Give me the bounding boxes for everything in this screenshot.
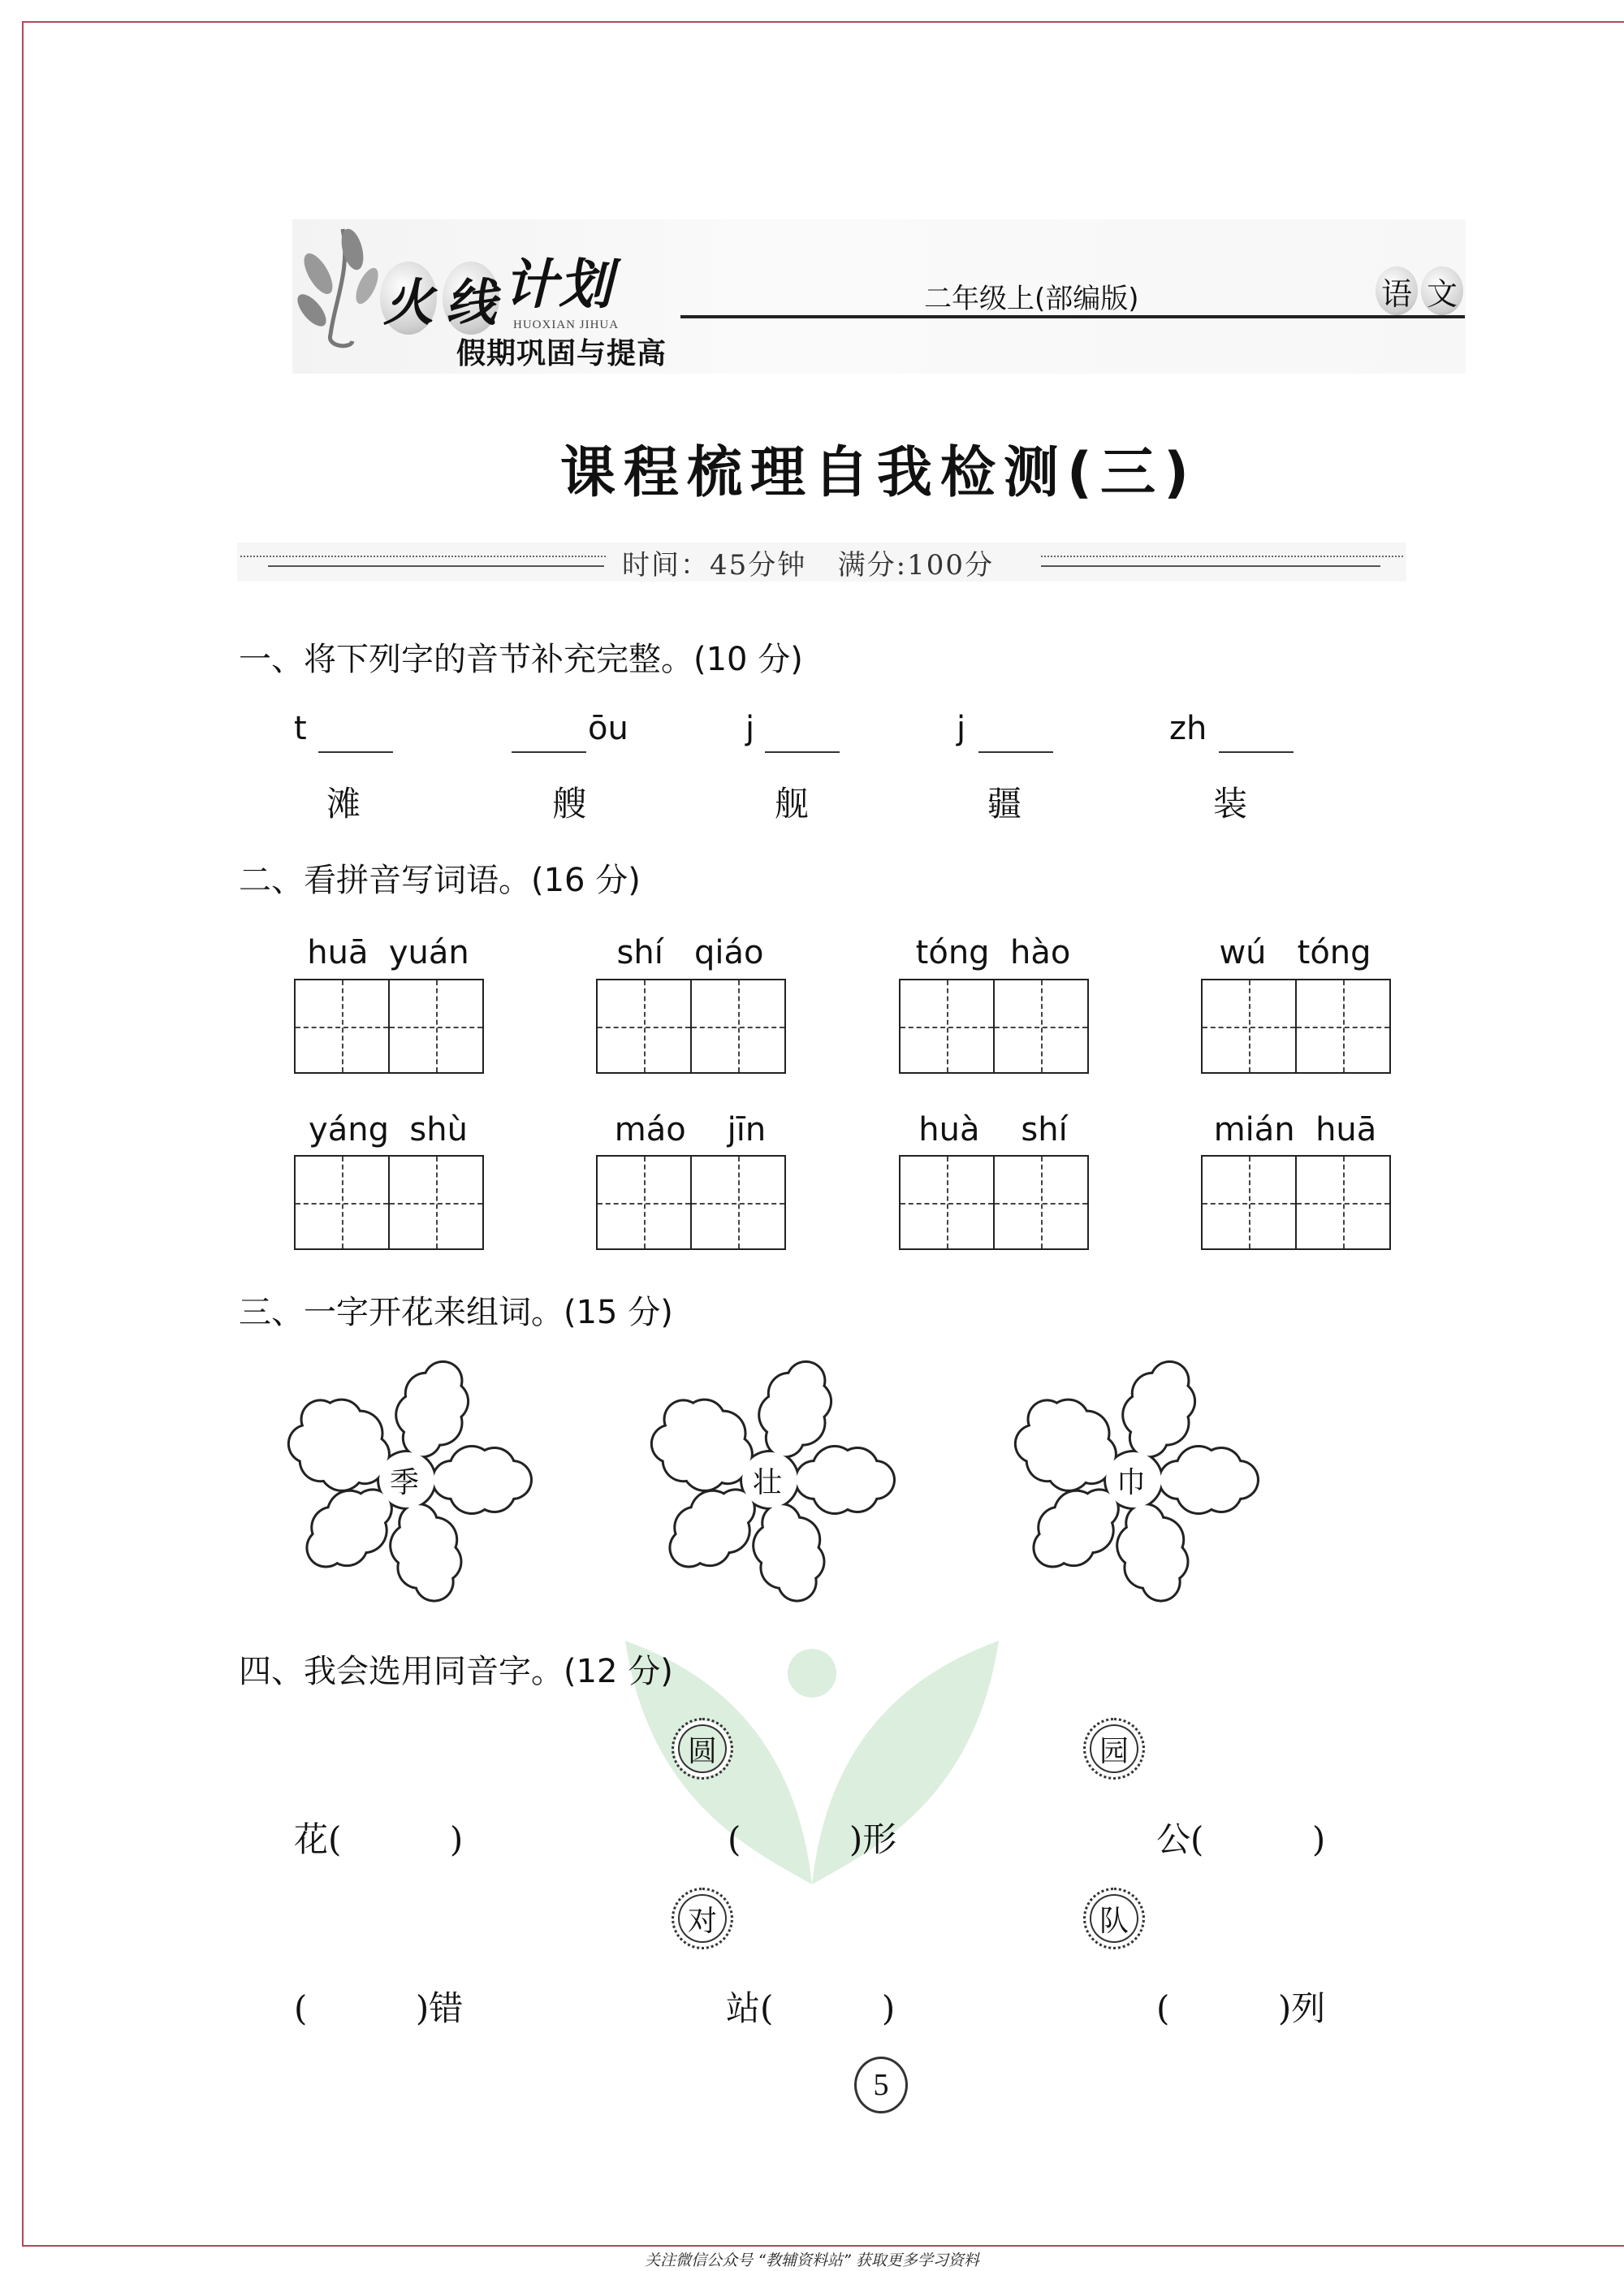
flower-petal (780, 1564, 815, 1600)
word-pinyin: máo jīn (614, 1111, 767, 1148)
word-pinyin: shí qiáo (616, 934, 764, 971)
answer-blank[interactable] (512, 751, 586, 753)
fill-blank[interactable]: 站( ) (726, 1988, 896, 2028)
flower-petal (1143, 1564, 1179, 1600)
divider (1041, 565, 1380, 567)
option-char: 队 (1083, 1888, 1145, 1949)
answer-blank[interactable] (978, 751, 1053, 753)
word-pinyin: tóng hào (915, 934, 1071, 971)
flower-petal (417, 1564, 452, 1600)
fill-blank[interactable]: ( )形 (728, 1819, 897, 1859)
option-char: 园 (1083, 1718, 1145, 1780)
pinyin-prefix: j (957, 710, 966, 747)
flower-petal (308, 1530, 343, 1566)
page-border-left (22, 21, 24, 2247)
logo-char: 火 (380, 262, 437, 335)
answer-blank[interactable] (318, 751, 393, 753)
page-number: 5 (854, 2057, 908, 2113)
option-char: 对 (672, 1888, 733, 1949)
flower-petal (290, 1426, 326, 1462)
flower-petal (653, 1426, 689, 1462)
section3-heading: 三、一字开花来组词。(15 分) (239, 1294, 673, 1331)
pinyin-prefix: zh (1169, 710, 1207, 747)
flower-petal (671, 1530, 706, 1566)
answer-blank[interactable] (1219, 751, 1294, 753)
pinyin-prefix: t (294, 710, 307, 747)
fill-blank[interactable]: 公( ) (1156, 1819, 1326, 1859)
flower-petal (1034, 1530, 1070, 1566)
word-pinyin: huā yuán (307, 934, 469, 971)
answer-blank[interactable] (765, 751, 840, 753)
word-pinyin: mián huā (1213, 1111, 1377, 1148)
writing-grid[interactable] (899, 979, 1089, 1074)
word-pinyin: wú tóng (1219, 934, 1371, 971)
writing-grid[interactable] (899, 1155, 1089, 1250)
divider (268, 565, 604, 567)
logo-subtitle: 假期巩固与提高 (456, 337, 667, 370)
footer-note: 关注微信公众号 “教辅资料站” 获取更多学习资料 (645, 2252, 979, 2269)
subject-badge: 语 (1376, 266, 1418, 315)
grade-label: 二年级上(部编版) (924, 283, 1139, 315)
word-pinyin: huà shí (918, 1111, 1068, 1148)
writing-grid[interactable] (596, 1155, 786, 1250)
option-char: 圆 (672, 1718, 733, 1780)
watermark-logo-icon (617, 1641, 1007, 2128)
fill-blank[interactable]: 花( ) (294, 1819, 464, 1859)
flower-diagrams (0, 1332, 1624, 1633)
hanzi: 舰 (775, 784, 810, 824)
logo-char: 线 (443, 262, 499, 335)
flower-petal (425, 1363, 460, 1399)
section4-heading: 四、我会选用同音字。(12 分) (239, 1653, 673, 1690)
hanzi: 疆 (987, 784, 1022, 824)
header-rule (680, 315, 1465, 318)
flower-center-char: 季 (390, 1466, 420, 1499)
logo-title: 计划 (503, 253, 614, 316)
writing-grid[interactable] (294, 1155, 484, 1250)
flower-center-char: 壮 (753, 1466, 783, 1499)
writing-grid[interactable] (294, 979, 484, 1074)
writing-grid[interactable] (1201, 979, 1391, 1074)
flower-petal (1017, 1426, 1052, 1462)
flower-center-char: 巾 (1116, 1466, 1147, 1499)
section2-heading: 二、看拼音写词语。(16 分) (239, 862, 641, 899)
word-pinyin: yáng shù (309, 1111, 468, 1148)
pinyin-suffix: ōu (588, 710, 628, 747)
flower-petal (788, 1363, 823, 1399)
subject-badge: 文 (1421, 266, 1463, 315)
logo-pinyin: HUOXIAN JIHUA (513, 318, 620, 331)
page-title: 课程梳理自我检测(三) (559, 441, 1198, 505)
time-info: 时间：45分钟 满分:100分 (622, 549, 995, 582)
leaf-logo-icon (294, 221, 383, 351)
hanzi: 艘 (552, 784, 587, 824)
page-border-top (22, 21, 1624, 23)
hanzi: 装 (1213, 784, 1248, 824)
writing-grid[interactable] (596, 979, 786, 1074)
fill-blank[interactable]: ( )错 (294, 1988, 464, 2028)
section1-heading: 一、将下列字的音节补充完整。(10 分) (239, 641, 803, 678)
divider (1041, 556, 1403, 557)
page-border-bottom (22, 2245, 1624, 2247)
writing-grid[interactable] (1201, 1155, 1391, 1250)
divider (240, 556, 606, 557)
flower-petal (857, 1462, 893, 1498)
fill-blank[interactable]: ( )列 (1156, 1988, 1326, 2028)
flower-petal (1221, 1462, 1257, 1498)
flower-petal (495, 1462, 530, 1498)
flower-petal (1151, 1363, 1187, 1399)
pinyin-prefix: j (745, 710, 755, 747)
hanzi: 滩 (326, 784, 361, 824)
